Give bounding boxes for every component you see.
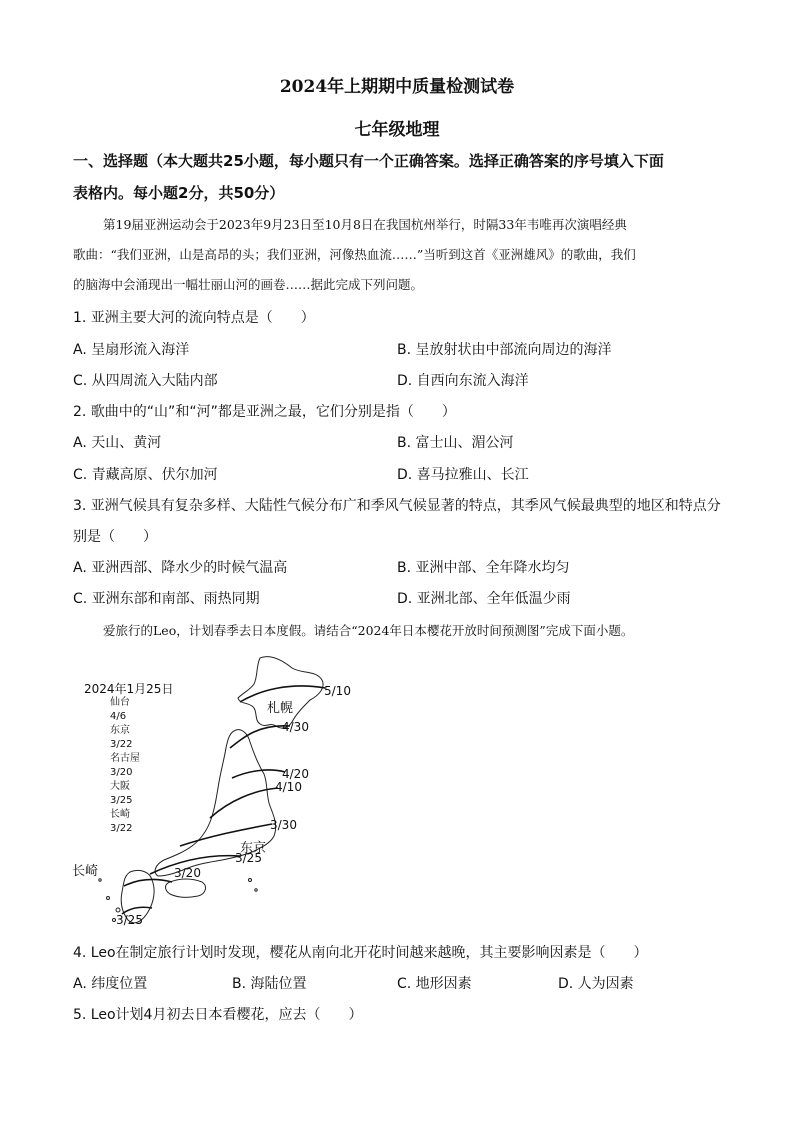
isoline-label-3-20: 3/20 [174, 866, 201, 880]
legend-date-nagasaki: 3/22 [110, 823, 133, 834]
q4-option-a[interactable]: A. 纬度位置 [73, 976, 148, 992]
legend-date-tokyo: 3/22 [110, 739, 133, 750]
question-4-stem: 4. Leo在制定旅行计划时发现，樱花从南向北开花时间越来越晚，其主要影响因素是（ ） [73, 945, 648, 961]
map-date: 2024年1月25日 [84, 682, 174, 696]
q4-option-d[interactable]: D. 人为因素 [558, 976, 634, 992]
isoline-label-3-30: 3/30 [270, 818, 297, 832]
legend-date-osaka: 3/25 [110, 795, 133, 806]
legend-date-nagoya: 3/20 [110, 767, 133, 778]
city-label-sapporo: 札幌 [267, 701, 294, 716]
isoline-label-4-10: 4/10 [275, 780, 302, 794]
isoline-label-3-25-tokyo: 3/25 [235, 851, 262, 865]
q4-option-b[interactable]: B. 海陆位置 [232, 976, 307, 992]
q3-option-b[interactable]: B. 亚洲中部、全年降水均匀 [397, 560, 570, 576]
q2-option-c[interactable]: C. 青藏高原、伏尔加河 [73, 467, 218, 483]
city-label-nagasaki: 长崎 [72, 864, 99, 879]
legend-city-nagasaki: 长崎 [110, 809, 130, 820]
legend-date-sendai: 4/6 [110, 711, 127, 722]
question-3-stem-line2: 别是（ ） [73, 529, 157, 545]
isoline-label-3-25-south: 3/25 [116, 913, 143, 927]
q2-option-b[interactable]: B. 富士山、湄公河 [397, 435, 514, 451]
question-5-stem: 5. Leo计划4月初去日本看樱花，应去（ ） [73, 1007, 363, 1023]
q2-option-d[interactable]: D. 喜马拉雅山、长江 [397, 467, 529, 483]
sakura-map-figure [60, 650, 380, 935]
q1-option-a[interactable]: A. 呈扇形流入海洋 [73, 342, 190, 358]
q1-option-d[interactable]: D. 自西向东流入海洋 [397, 373, 529, 389]
q3-option-c[interactable]: C. 亚洲东部和南部、雨热同期 [73, 591, 260, 607]
q3-option-a[interactable]: A. 亚洲西部、降水少的时候气温高 [73, 560, 288, 576]
passage2: 爱旅行的Leo，计划春季去日本度假。请结合“2024年日本樱花开放时间预测图”完成下面小题。 [103, 623, 634, 638]
isoline-label-4-30: 4/30 [282, 720, 309, 734]
q4-option-c[interactable]: C. 地形因素 [397, 976, 472, 992]
passage1-line2: 歌曲：“我们亚洲，山是高昂的头；我们亚洲，河像热血流……”当听到这首《亚洲雄风》的歌曲，我们 [73, 247, 636, 262]
isoline-label-4-20: 4/20 [282, 767, 309, 781]
q1-option-b[interactable]: B. 呈放射状由中部流向周边的海洋 [397, 342, 612, 358]
city-label-tokyo: 东京 [240, 841, 267, 856]
q1-option-c[interactable]: C. 从四周流入大陆内部 [73, 373, 218, 389]
q3-option-d[interactable]: D. 亚洲北部、全年低温少雨 [397, 591, 571, 607]
map-legend [110, 696, 140, 836]
legend-city-nagoya: 名古屋 [110, 753, 140, 764]
section-heading-line1: 一、选择题（本大题共25小题，每小题只有一个正确答案。选择正确答案的序号填入下面 [73, 152, 664, 170]
section-heading-line2: 表格内。每小题2分，共50分） [73, 184, 285, 202]
legend-city-sendai: 仙台 [110, 697, 130, 708]
q2-option-a[interactable]: A. 天山、黄河 [73, 435, 162, 451]
question-2-stem: 2. 歌曲中的“山”和“河”都是亚洲之最，它们分别是指（ ） [73, 404, 456, 420]
exam-title: 2024年上期期中质量检测试卷 [279, 77, 515, 97]
exam-subject: 七年级地理 [354, 120, 440, 140]
legend-city-osaka: 大阪 [110, 781, 130, 792]
isoline-label-5-10: 5/10 [324, 684, 351, 698]
passage1-line1: 第19届亚洲运动会于2023年9月23日至10月8日在我国杭州举行，时隔33年韦唯再次演唱经典 [103, 217, 627, 232]
legend-city-tokyo: 东京 [110, 725, 130, 736]
question-1-stem: 1. 亚洲主要大河的流向特点是（ ） [73, 310, 315, 326]
passage1-line3: 的脑海中会涌现出一幅壮丽山河的画卷……据此完成下列问题。 [73, 277, 424, 292]
question-3-stem-line1: 3. 亚洲气候具有复杂多样、大陆性气候分布广和季风气候显著的特点，其季风气候最典型的地区和特点分 [73, 498, 721, 514]
